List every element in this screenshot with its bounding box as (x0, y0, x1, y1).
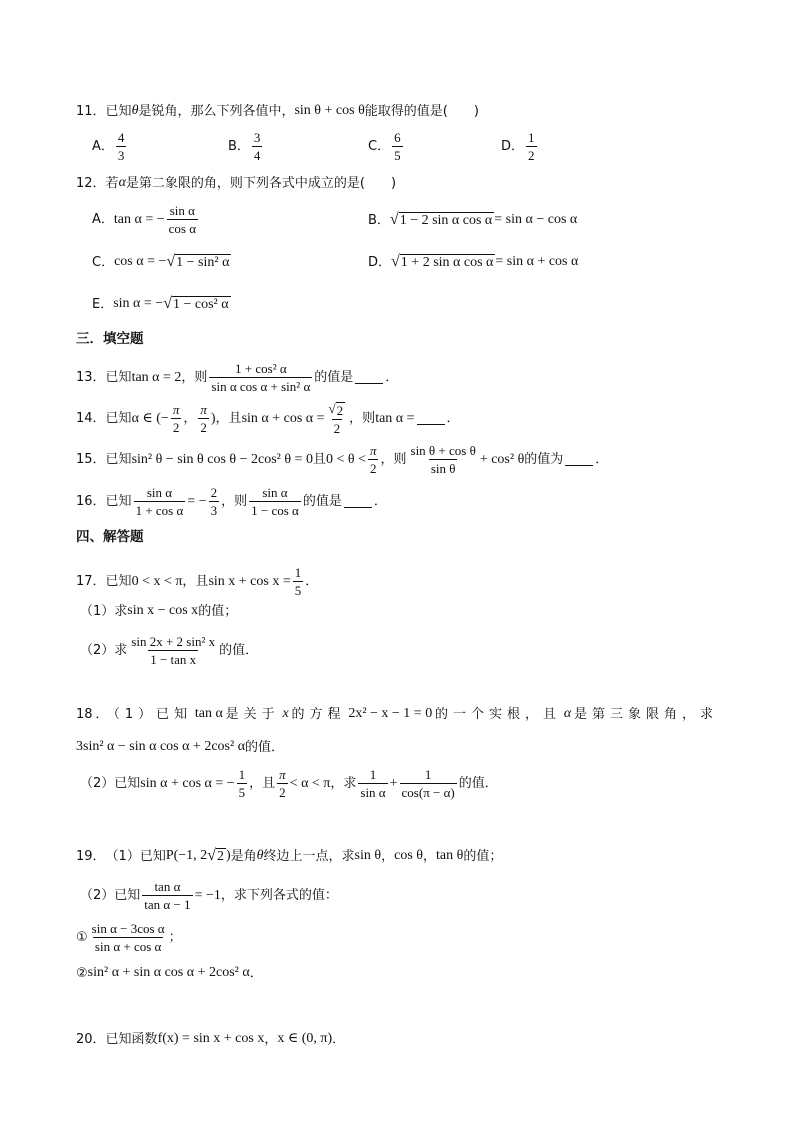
q11-option-b[interactable]: B． $\frac{3}{4}$ (228, 130, 261, 163)
fraction: $\frac{\text{sin 2x + 2 sin² x}}{\text{1 − tan x}}$ (131, 634, 216, 667)
fraction: $\frac{\pi}{2}$ (172, 402, 180, 435)
fraction: $\frac{1}{\cos(\pi - \alpha)}$ (401, 767, 455, 800)
answer-blank[interactable] (344, 495, 372, 508)
fraction: $\frac{\pi}{2}$ (279, 767, 286, 800)
q11-option-d[interactable]: D． $\frac{1}{2}$ (501, 130, 535, 163)
fraction: $\frac{\text{sin α − 3cos α}}{\text{sin α + cos α}}$ (91, 921, 165, 954)
fraction: $\frac{\text{sin α}}{\text{1 + cos α}}$ (135, 485, 184, 518)
fraction: $\frac{6}{5}$ (394, 130, 401, 163)
section-heading-answer: 四、解答题 (76, 529, 144, 545)
sqrt: √ 2 (207, 847, 224, 864)
fraction: $\frac{\text{sin θ + cos θ}}{\text{sin θ}}$ (410, 443, 476, 476)
q14: 14． 已知 α ∈ (− $\frac{\pi}{2}$ ， $\frac{\pi}{2}$ ) ，且 sin α + cos α = √ 2 2 ，则 tan α = ． (76, 401, 460, 436)
q19-item1: ① $\frac{\text{sin α − 3cos α}}{\text{sin α + cos α}}$ ； (76, 921, 182, 954)
fraction: $\frac{\text{sin α}}{\text{1 − cos α}}$ (251, 485, 299, 518)
q12-option-a[interactable]: A． tan α = − $\frac{\text{sin α}}{\text{cos α}}$ (92, 203, 197, 236)
section-heading-fill-in: 三．填空题 (76, 331, 144, 347)
q12-stem: 12． 若 α 是第二象限的角，则下列各式中成立的是( ) (76, 175, 397, 191)
fraction: $\frac{2}{3}$ (210, 485, 218, 518)
sqrt: √ 1 − 2 sin α cos α (389, 211, 493, 228)
q11-option-a[interactable]: A． $\frac{4}{3}$ (92, 130, 125, 163)
q15: 15． 已知 sin² θ − sin θ cos θ − 2cos² θ = 0 且 0 < θ < $\frac{\pi}{2}$ ，则 $\frac{\text{sin θ + cos θ}}{\text{sin θ}}$ + cos² θ 的值为 ． (76, 443, 609, 476)
fraction: $\frac{3}{4}$ (253, 130, 261, 163)
q11-number: 11． (76, 103, 106, 119)
q11-stem: 11． 已知 θ 是锐角，那么下列各值中， sin θ + cos θ 能取得的值是( ) (76, 103, 479, 119)
q17-stem: 17． 已知 0 < x < π ，且 sin x + cos x = $\frac{1}{5}$ ． (76, 565, 319, 598)
q12-option-b[interactable]: B． √ 1 − 2 sin α cos α = sin α − cos α (368, 211, 578, 228)
fraction: $\frac{\text{1 + cos² α}}{\text{sin α cos α + sin² α}}$ (211, 361, 311, 394)
q16: 16． 已知 $\frac{\text{sin α}}{\text{1 + cos α}}$ = − $\frac{2}{3}$ ，则 $\frac{\text{sin α}}{\text{1 − cos α}}$ 的值是 ． (76, 485, 387, 518)
fraction: $\frac{4}{3}$ (117, 130, 125, 163)
fraction: √ 2 2 (328, 401, 344, 436)
q12-option-c[interactable]: C． cos α = − √ 1 − sin² α (92, 253, 230, 270)
q12-option-e[interactable]: E． sin α = − √ 1 − cos² α (92, 295, 229, 312)
fraction: $\frac{\text{tan α}}{\text{tan α − 1}}$ (144, 879, 191, 912)
fraction: $\frac{\pi}{2}$ (369, 443, 377, 476)
q17-part1: （1）求 sin x − cos x 的值； (80, 603, 238, 619)
q19-item2: ② sin² α + sin α cos α + 2cos² α ． (76, 965, 263, 981)
q20: 20． 已知函数 f(x) = sin x + cos x ， x ∈ (0, π) ． (76, 1031, 346, 1047)
fraction: $\frac{\text{sin α}}{\text{cos α}}$ (168, 203, 197, 236)
q18-part2: （2）已知 sin α + cos α = − $\frac{1}{5}$ ，且 $\frac{\pi}{2}$ < α < π ，求 $\frac{1}{\text{sin α}}$ + $\frac{1}{\cos(\pi - \alpha)}$ 的值． (80, 767, 498, 800)
sqrt: √ 1 − cos² α (163, 295, 229, 312)
answer-blank[interactable] (565, 453, 593, 466)
fraction: $\frac{1}{5}$ (294, 565, 302, 598)
q12-number: 12． (76, 175, 106, 191)
q11-option-c[interactable]: C． $\frac{6}{5}$ (368, 130, 401, 163)
q17-part2: （2）求 $\frac{\text{sin 2x + 2 sin² x}}{\text{1 − tan x}}$ 的值． (80, 634, 259, 667)
sqrt: √ 1 − sin² α (166, 253, 230, 270)
q19-part2: （2）已知 $\frac{\text{tan α}}{\text{tan α − 1}}$ = −1 ，求下列各式的值： (80, 879, 338, 912)
q13: 13． 已知 tan α = 2 ，则 $\frac{\text{1 + cos² α}}{\text{sin α cos α + sin² α}}$ 的值是 ． (76, 361, 399, 394)
answer-blank[interactable] (417, 412, 445, 425)
answer-blank[interactable] (355, 371, 383, 384)
fraction: $\frac{1}{5}$ (238, 767, 246, 800)
fraction: $\frac{\pi}{2}$ (200, 402, 207, 435)
sqrt: √ 1 + 2 sin α cos α (391, 253, 494, 270)
q18-line2: 3sin² α − sin α cos α + 2cos² α 的值． (76, 739, 285, 755)
q19-part1: 19． （1）已知 P(−1, 2 √ 2 ) 是角 θ 终边上一点，求 sin θ ， cos θ ， tan θ 的值； (76, 847, 503, 864)
fraction: $\frac{1}{\text{sin α}}$ (360, 767, 386, 800)
fraction: $\frac{1}{2}$ (528, 130, 535, 163)
q18-line1: 18 ．（1）已知 tan α 是关于 x 的方程 2x² − x − 1 = 0 的一个实根，且 α 是第三象限角，求 (76, 706, 718, 722)
q12-option-d[interactable]: D． √ 1 + 2 sin α cos α = sin α + cos α (368, 253, 579, 270)
